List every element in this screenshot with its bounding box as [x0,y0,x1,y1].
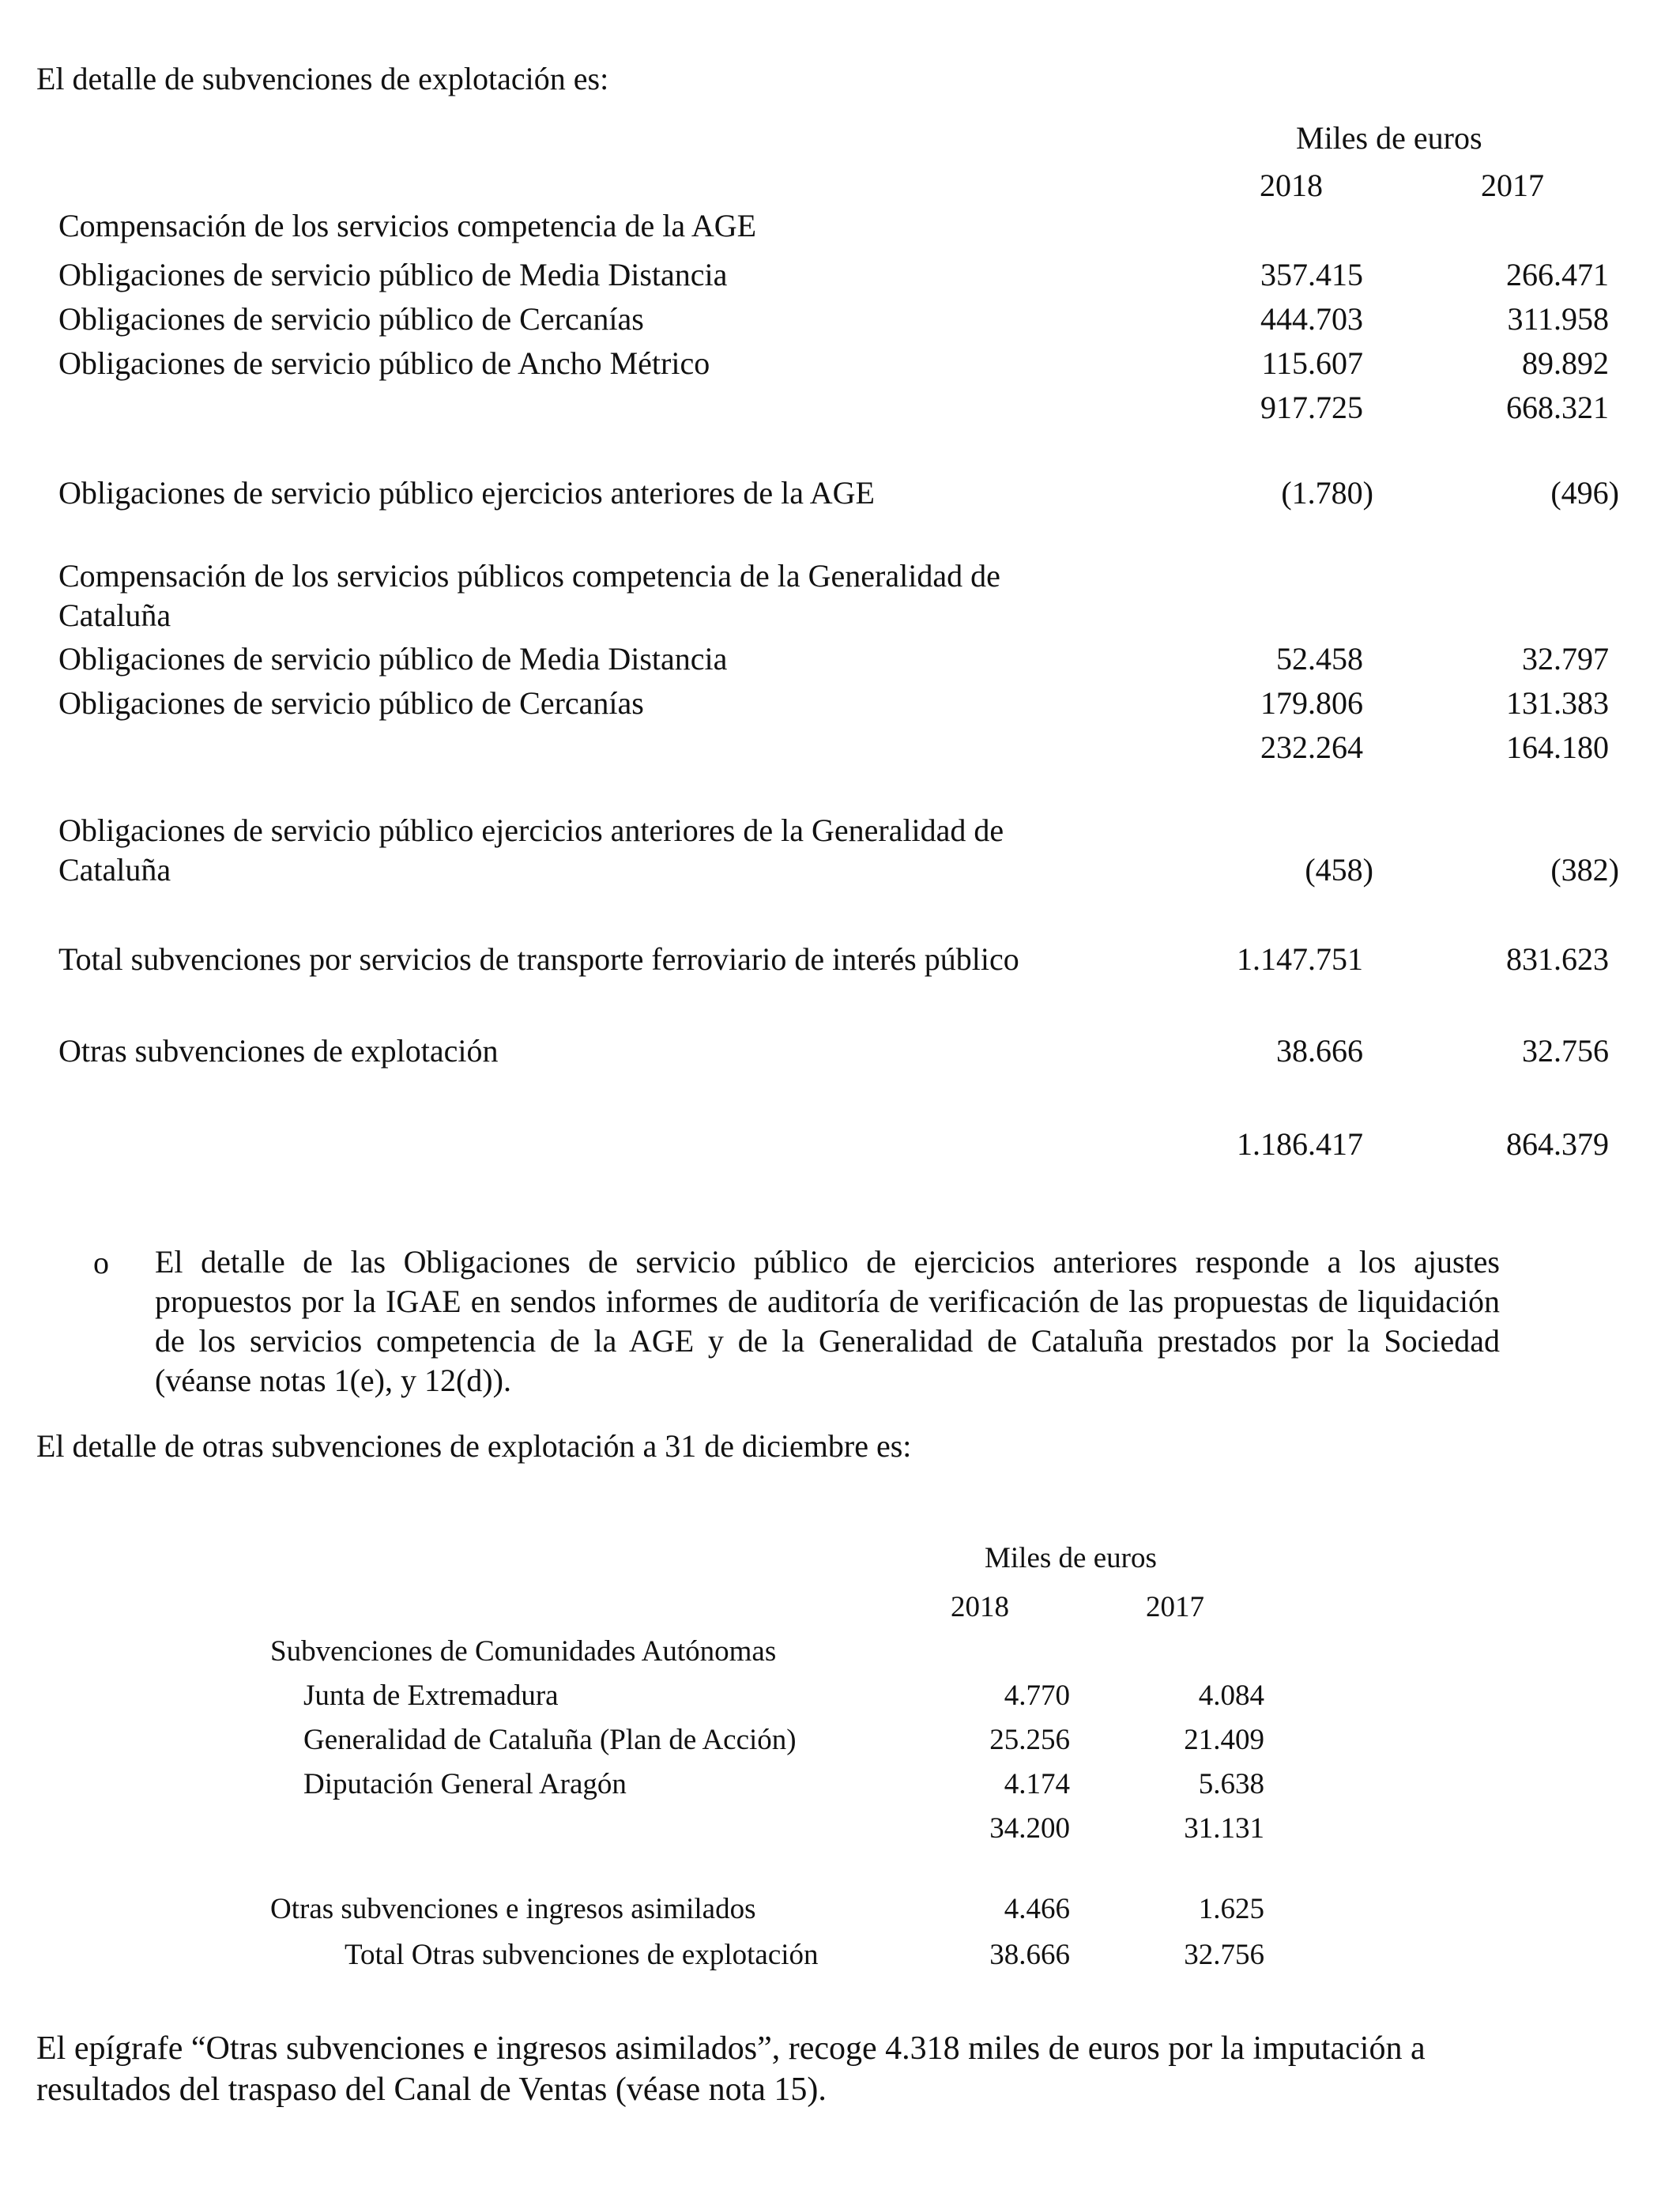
value-2017: 131.383 [1506,685,1609,721]
total-2018: 1.147.751 [1237,941,1363,977]
year-2018-header: 2018 [1260,168,1323,203]
bullet-marker: o [93,1245,109,1280]
intro-text: El detalle de subvenciones de explotación es: [36,61,609,96]
row-label: Obligaciones de servicio público de Ancho Métrico [58,345,710,381]
subtotal-2018: 232.264 [1260,729,1363,765]
row-label: Obligaciones de servicio público ejercicios anteriores de la AGE [58,475,875,511]
row-label-cont: Cataluña [58,852,171,888]
row-label: Obligaciones de servicio público de Media Distancia [58,257,728,292]
value-2017: 89.892 [1522,345,1609,381]
row-label: Otras subvenciones e ingresos asimilados [270,1893,756,1925]
row-label: Otras subvenciones de explotación [58,1033,499,1069]
value-2018: 38.666 [1276,1033,1363,1069]
value-2018: (1.780) [1281,475,1373,511]
row-label: Obligaciones de servicio público ejercicios anteriores de la Generalidad de [58,812,1004,848]
value-2018: 4.174 [1004,1768,1070,1800]
intro2-text: El detalle de otras subvenciones de explotación a 31 de diciembre es: [36,1428,912,1464]
value-2017: 21.409 [1184,1724,1264,1756]
section-cat-heading-cont: Cataluña [58,598,171,633]
value-2017: 311.958 [1507,301,1609,337]
subtotal-2018: 34.200 [989,1812,1070,1845]
subtotal-2018: 917.725 [1260,390,1363,425]
value-2018: 25.256 [989,1724,1070,1756]
row-label: Diputación General Aragón [303,1768,627,1800]
year-2017-header: 2017 [1146,1591,1204,1623]
row-label: Obligaciones de servicio público de Media Distancia [58,641,728,677]
grand-total-2018: 1.186.417 [1237,1126,1363,1162]
section-heading: Subvenciones de Comunidades Autónomas [270,1635,777,1668]
year-2017-header: 2017 [1481,168,1544,203]
value-2018: 179.806 [1260,685,1363,721]
value-2018: 4.770 [1004,1679,1070,1712]
total-transport-label: Total subvenciones por servicios de transporte ferroviario de interés público [58,941,1019,977]
grand-total-2017: 864.379 [1506,1126,1609,1162]
value-2017: 5.638 [1198,1768,1264,1800]
row-label: Obligaciones de servicio público de Cercanías [58,301,644,337]
section-age-heading: Compensación de los servicios competencia de la AGE [58,208,757,243]
total-2018: 38.666 [989,1939,1070,1971]
value-2017: 1.625 [1198,1893,1264,1925]
row-label: Generalidad de Cataluña (Plan de Acción) [303,1724,797,1756]
year-2018-header: 2018 [951,1591,1009,1623]
value-2017: 32.797 [1522,641,1609,677]
footer-paragraph: El epígrafe “Otras subvenciones e ingresos asimilados”, recoge 4.318 miles de euros por la imputación a resultados del traspaso del Canal de Ventas (véase nota 15). [36,2030,1426,2108]
row-label: Obligaciones de servicio público de Cercanías [58,685,644,721]
value-2018: 4.466 [1004,1893,1070,1925]
row-label: Junta de Extremadura [303,1679,559,1712]
value-2018: 357.415 [1260,257,1363,292]
value-2017: (496) [1550,475,1619,511]
subtotal-2017: 164.180 [1506,729,1609,765]
total-label: Total Otras subvenciones de explotación [345,1939,819,1971]
value-2018: (458) [1305,852,1373,888]
subtotal-2017: 31.131 [1184,1812,1264,1845]
value-2017: 266.471 [1506,257,1609,292]
total-2017: 32.756 [1184,1939,1264,1971]
total-2017: 831.623 [1506,941,1609,977]
value-2018: 444.703 [1260,301,1363,337]
section-cat-heading: Compensación de los servicios públicos competencia de la Generalidad de [58,558,1000,594]
value-2017: (382) [1550,852,1619,888]
bullet-note: El detalle de las Obligaciones de servicio público de ejercicios anteriores responde a los ajustes propuestos por la IGAE en sendos informes de auditoría de verificación de las propuestas de liquidación de los servicios competencia de la AGE y de la Generalidad de Cataluña prestados por la Sociedad (véanse notas 1(e), y 12(d)). [155,1244,1500,1398]
unit-label: Miles de euros [985,1542,1157,1574]
value-2018: 115.607 [1261,345,1363,381]
unit-label: Miles de euros [1296,120,1482,156]
subtotal-2017: 668.321 [1506,390,1609,425]
value-2017: 4.084 [1198,1679,1264,1712]
value-2018: 52.458 [1276,641,1363,677]
value-2017: 32.756 [1522,1033,1609,1069]
